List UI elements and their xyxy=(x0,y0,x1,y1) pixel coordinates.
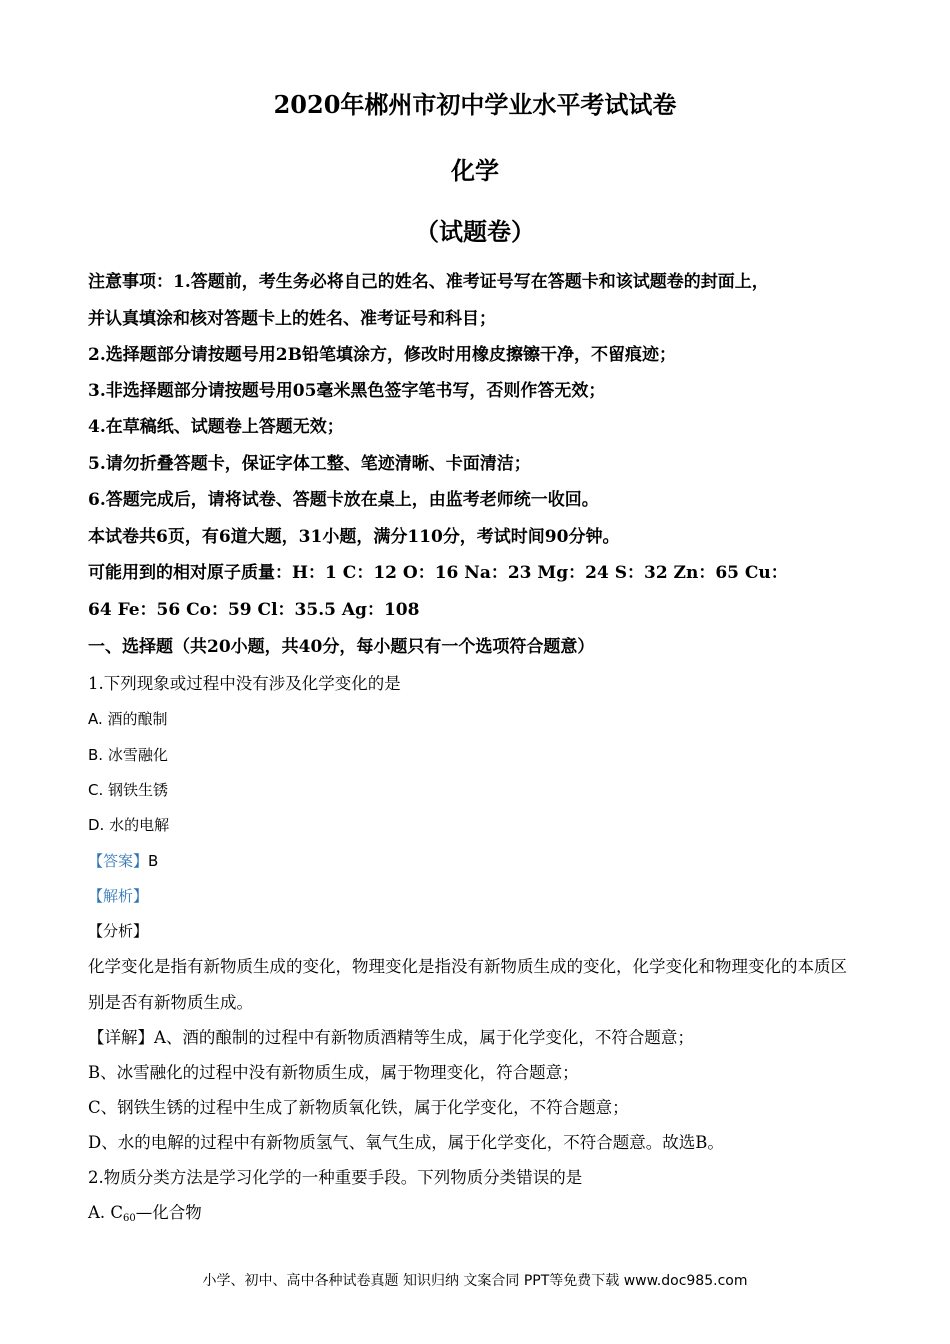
analysis-tag: 【解析】 xyxy=(88,887,149,905)
detail-line-4: D、水的电解的过程中有新物质氢气、氧气生成，属于化学变化，不符合题意。故选B。 xyxy=(88,1133,724,1152)
paper-type: （试题卷） xyxy=(415,217,535,246)
section-heading: 一、选择题（共20小题，共40分，每小题只有一个选项符合题意） xyxy=(88,637,595,657)
atomic-mass-line-1: 可能用到的相对原子质量：H：1 C：12 O：16 Na：23 Mg：24 S：32 Zn：65 Cu： xyxy=(88,563,788,583)
notice-line-1: 注意事项：1.答题前，考生务必将自己的姓名、准考证号写在答题卡和该试题卷的封面上， xyxy=(88,272,769,292)
atomic-mass-line-2: 64 Fe：56 Co：59 Cl：35.5 Ag：108 xyxy=(88,600,420,620)
detail-line-3: C、钢铁生锈的过程中生成了新物质氧化铁，属于化学变化，不符合题意； xyxy=(88,1098,629,1117)
notice-line-5: 4.在草稿纸、试题卷上答题无效； xyxy=(88,417,344,437)
notice-line-6: 5.请勿折叠答题卡，保证字体工整、笔迹清晰、卡面清洁； xyxy=(88,454,531,474)
subject-title: 化学 xyxy=(451,156,499,185)
q1-stem: 1.下列现象或过程中没有涉及化学变化的是 xyxy=(88,674,401,693)
answer-value: B xyxy=(148,852,159,870)
notice-line-4: 3.非选择题部分请按题号用05毫米黑色签字笔书写，否则作答无效； xyxy=(88,381,606,401)
detail-line-2: B、冰雪融化的过程中没有新物质生成，属于物理变化，符合题意； xyxy=(88,1063,579,1082)
q2-option-a-subscript: 60 xyxy=(123,1213,136,1224)
q1-option-d: D. 水的电解 xyxy=(88,816,170,834)
q2-option-a-rest: —化合物 xyxy=(135,1203,202,1222)
notice-line-8: 本试卷共6页，有6道大题，31小题，满分110分，考试时间90分钟。 xyxy=(88,527,620,547)
q1-answer-row xyxy=(88,851,158,871)
footer-text: 小学、初中、高中各种试卷真题 知识归纳 文案合同 PPT等免费下载 www.doc985.com xyxy=(202,1273,748,1289)
notice-line-3: 2.选择题部分请按题号用2B铅笔填涂方，修改时用橡皮擦镲干净，不留痕迹； xyxy=(88,345,676,365)
fenxi-line-2: 别是否有新物质生成。 xyxy=(88,993,253,1012)
q1-option-a: A. 酒的酿制 xyxy=(88,710,168,728)
notice-line-7: 6.答题完成后，请将试卷、答题卡放在桌上，由监考老师统一收回。 xyxy=(88,490,599,510)
q1-option-c: C. 钢铁生锈 xyxy=(88,781,169,799)
exam-title: 2020年郴州市初中学业水平考试试卷 xyxy=(273,90,677,119)
q2-stem: 2.物质分类方法是学习化学的一种重要手段。下列物质分类错误的是 xyxy=(88,1168,583,1187)
q2-option-a xyxy=(88,1203,202,1229)
q2-option-a-prefix: A. C xyxy=(88,1203,124,1222)
answer-tag: 【答案】 xyxy=(88,852,149,870)
notice-line-2: 并认真填涂和核对答题卡上的姓名、准考证号和科目； xyxy=(88,309,496,329)
fenxi-line-1: 化学变化是指有新物质生成的变化，物理变化是指没有新物质生成的变化，化学变化和物理变化的本质区 xyxy=(88,957,847,976)
q1-option-b: B. 冰雪融化 xyxy=(88,746,168,764)
fenxi-tag: 【分析】 xyxy=(88,922,149,940)
detail-line-1: 【详解】A、酒的酿制的过程中有新物质酒精等生成，属于化学变化，不符合题意； xyxy=(88,1028,694,1047)
